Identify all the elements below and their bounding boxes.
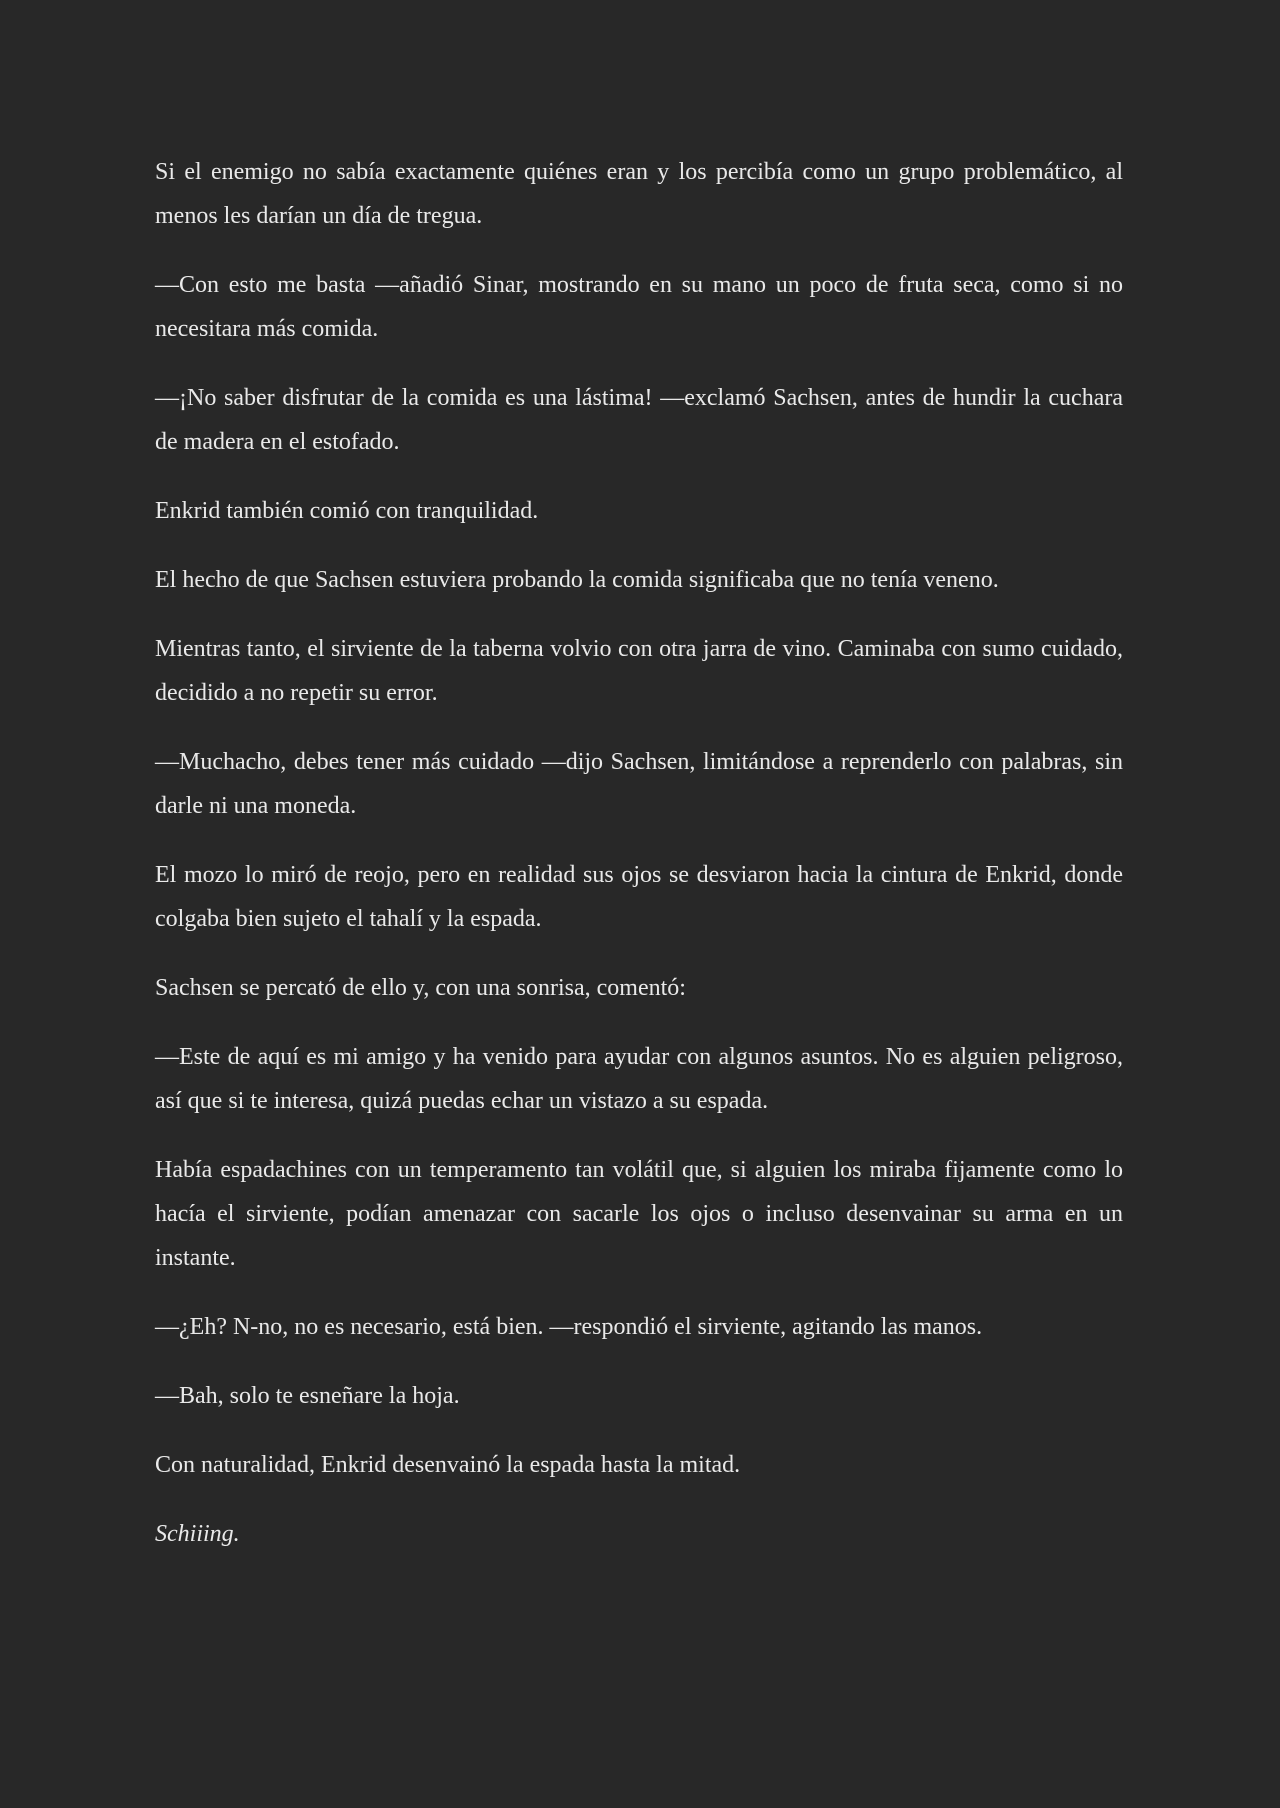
paragraph-10: —Este de aquí es mi amigo y ha venido para ayudar con algunos asuntos. No es alguien peligroso, así que si te interesa, quizá puedas echar un vistazo a su espada. (155, 1044, 1123, 1114)
paragraph-12: —¿Eh? N-no, no es necesario, está bien. —respondió el sirviente, agitando las manos. (155, 1314, 983, 1340)
chapter-text (155, 150, 1123, 1556)
paragraph-6: Mientras tanto, el sirviente de la taberna volvio con otra jarra de vino. Caminaba con sumo cuidado, decidido a no repetir su error. (155, 636, 1123, 706)
paragraph-3: —¡No saber disfrutar de la comida es una lástima! —exclamó Sachsen, antes de hundir la cuchara de madera en el estofado. (155, 385, 1123, 455)
paragraph-4: Enkrid también comió con tranquilidad. (155, 498, 539, 524)
paragraph-13: —Bah, solo te esneñare la hoja. (155, 1383, 460, 1409)
paragraph-2: —Con esto me basta —añadió Sinar, mostrando en su mano un poco de fruta seca, como si no necesitara más comida. (155, 272, 1123, 342)
paragraph-7: —Muchacho, debes tener más cuidado —dijo Sachsen, limitándose a reprenderlo con palabras, sin darle ni una moneda. (155, 749, 1123, 819)
paragraph-14: Con naturalidad, Enkrid desenvainó la espada hasta la mitad. (155, 1452, 741, 1478)
paragraph-11: Había espadachines con un temperamento tan volátil que, si alguien los miraba fijamente como lo hacía el sirviente, podían amenazar con sacarle los ojos o incluso desenvainar su arma en un instante. (155, 1157, 1123, 1271)
sound-effect-paragraph: Schiiing. (155, 1521, 240, 1547)
paragraph-5: El hecho de que Sachsen estuviera probando la comida significaba que no tenía veneno. (155, 567, 999, 593)
paragraph-8: El mozo lo miró de reojo, pero en realidad sus ojos se desviaron hacia la cintura de Enkrid, donde colgaba bien sujeto el tahalí y la espada. (155, 862, 1123, 932)
paragraph-1: Si el enemigo no sabía exactamente quiénes eran y los percibía como un grupo problemático, al menos les darían un día de tregua. (155, 159, 1123, 229)
paragraph-9: Sachsen se percató de ello y, con una sonrisa, comentó: (155, 975, 686, 1001)
